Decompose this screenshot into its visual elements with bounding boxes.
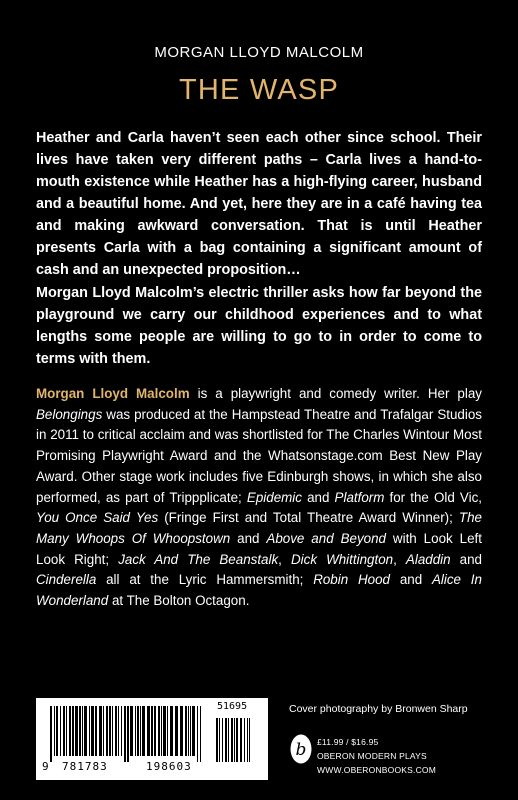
barcode-bar [121, 706, 122, 756]
barcode-bar [244, 718, 245, 762]
play-title: Platform [334, 489, 385, 505]
barcode-bar [163, 706, 166, 756]
barcode-bar [219, 718, 220, 762]
logo-letter: b [295, 740, 307, 760]
barcode-bar [124, 706, 126, 762]
barcode-bar [95, 706, 97, 756]
barcode-bar [147, 706, 150, 756]
barcode-bar [82, 706, 83, 756]
series-name: OBERON MODERN PLAYS [317, 751, 427, 761]
publisher-website: WWW.OBERONBOOKS.COM [317, 765, 437, 775]
barcode-bar [75, 706, 78, 756]
barcode-bar [89, 706, 90, 756]
blurb-paragraph-1: Heather and Carla haven’t seen each other since school. Their lives have taken very different paths – Carla lives a hand-to-mouth existence while Heather has a high-flying career, husband and a beautiful home. And yet, here they are in a café having tea and making awkward conversation. That is until Heather presents Carla with a bag containing a significant amount of cash and an unexpected proposition… [36, 130, 482, 278]
barcode-bar [236, 718, 238, 762]
barcode-bar [249, 718, 250, 762]
barcode-bar [103, 706, 104, 756]
barcode-right-digits: 198603 [146, 760, 192, 773]
barcode-bar [170, 706, 173, 756]
barcode-bar [197, 706, 198, 762]
barcode-bar [54, 706, 55, 756]
barcode-bar [84, 706, 87, 756]
barcode-bar [247, 718, 248, 762]
barcode-bar [140, 706, 141, 756]
blurb-paragraph-2: Morgan Lloyd Malcolm’s electric thriller asks how far beyond the playground we carry our childhood experiences and to what lengths some people are willing to go to in order to come to terms with them. [36, 285, 482, 367]
author-name: MORGAN LLOYD MALCOLM [154, 44, 364, 61]
play-title: You Once Said Yes [36, 510, 159, 526]
play-title: Robin Hood [313, 572, 390, 588]
barcode-bar [234, 718, 235, 762]
bio-author-name: Morgan Lloyd Malcolm [36, 386, 190, 401]
barcode-bar [240, 718, 242, 762]
barcode-box [36, 698, 268, 780]
barcode-bar [216, 718, 218, 762]
barcode-bar [185, 706, 187, 756]
barcode-left-digits: 781783 [62, 760, 108, 773]
barcode-bar [60, 706, 61, 756]
barcode-bar [190, 706, 191, 756]
barcode-bar [69, 706, 71, 756]
barcode-bar [130, 706, 133, 756]
barcode-bar [188, 706, 189, 756]
barcode-bar [91, 706, 94, 756]
barcode-bar [63, 706, 65, 756]
barcode-bar [200, 706, 201, 762]
play-title: The Many Whoops Of Whoopstown [36, 510, 482, 546]
barcode-bar [180, 706, 183, 756]
play-title: Alice In Wonderland [36, 572, 482, 609]
barcode-bar [115, 706, 117, 756]
barcode-bar [222, 718, 223, 762]
barcode-bar [228, 718, 229, 762]
photo-credit: Cover photography by Bronwen Sharp [289, 703, 468, 715]
play-title: Belongings [36, 406, 103, 422]
barcode-bar [161, 706, 162, 756]
barcode-bar [56, 706, 58, 756]
barcode-bar [137, 706, 139, 756]
publisher-info [317, 735, 436, 777]
barcode-bar [106, 706, 108, 756]
oberon-logo-icon [289, 733, 313, 765]
barcode-bar [192, 706, 195, 756]
barcode-bar [167, 706, 168, 756]
barcode-bar [50, 706, 52, 762]
barcode-bar [175, 706, 178, 756]
barcode-bar [72, 706, 74, 756]
play-title: Epidemic [246, 489, 302, 505]
barcode-addon-digits: 51695 [217, 701, 248, 712]
play-title: Aladdin [405, 551, 451, 567]
barcode-first-digit: 9 [42, 760, 49, 773]
barcode-bar [151, 706, 153, 756]
price: £11.99 / $16.95 [317, 737, 379, 747]
author-bio: Morgan Lloyd Malcolm is a playwright and comedy writer. Her play Belongings was produced at the Hampstead Theatre and Trafalgar Studios in 2011 to critical acclaim and was shortlisted for The Charles Wintour Most Promising Playwright Award and the Whatsonstage.com Best New Play Award. Other stage work includes five Edinburgh shows, in which she also performed, as part of Trippplicate; Epidemic and Platform for the Old Vic, You Once Said Yes (Fringe First and Total Theatre Award Winner); The Many Whoops Of Whoopstown and Above and Beyond with Look Left Look Right; Jack And The Beanstalk, Dick Whittington, Aladdin and Cinderella all at the Lyric Hammersmith; Robin Hood and Alice In Wonderland at The Bolton Octagon. [36, 386, 482, 609]
barcode-bar [231, 718, 233, 762]
barcode-bars [50, 706, 254, 762]
barcode-bar [109, 706, 111, 756]
barcode-bar [135, 706, 136, 756]
barcode-bar [99, 706, 102, 756]
play-title: Dick Whittington [290, 551, 394, 567]
play-title: Cinderella [36, 572, 97, 588]
barcode-bar [142, 706, 145, 756]
play-title: Jack And The Beanstalk [118, 551, 279, 567]
barcode-bar [112, 706, 113, 756]
barcode-bar [154, 706, 156, 756]
barcode-bar [79, 706, 81, 756]
book-title: THE WASP [179, 74, 339, 106]
barcode-bar [127, 706, 129, 762]
barcode-bar [225, 718, 227, 762]
play-title: Above and Beyond [266, 530, 386, 546]
barcode-bar [66, 706, 67, 756]
barcode-bar [118, 706, 119, 756]
barcode-bar [158, 706, 160, 756]
